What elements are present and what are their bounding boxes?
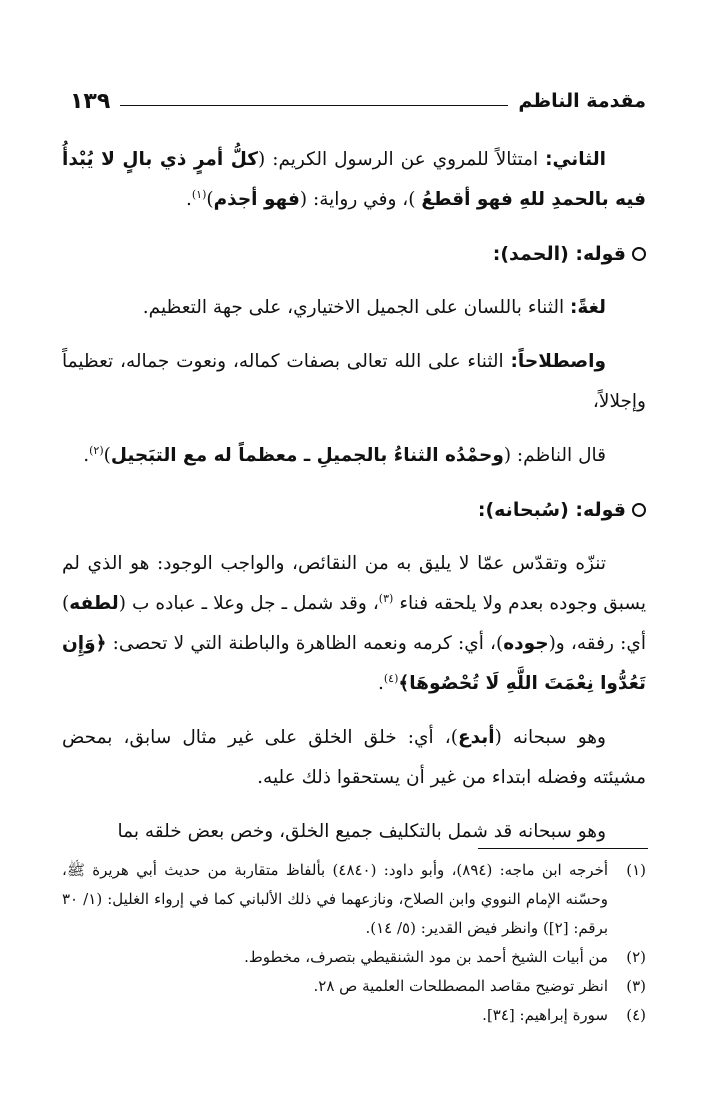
footnote-item (62, 856, 646, 943)
footnote-text: من أبيات الشيخ أحمد بن مود الشنقيطي بتصرف، مخطوط. (244, 948, 608, 966)
footnote-text: أخرجه ابن ماجه: (٨٩٤)، وأبو داود: (٤٨٤٠) بألفاظ متقاربة من حديث أبي هريرة ﷺ، وحسّنه الإمام النووي وابن الصلاح، ونازعهما في ذلك الألباني كما في إرواء الغليل: (١/ ٣٠ برقم: [٢]) وانظر فيض القدير: (٥/ ١٤). (62, 861, 609, 937)
text-run: ، وقد شمل ـ جل وعلا ـ عباده ب ( (118, 593, 379, 614)
paragraph-tanazzuh (62, 544, 646, 704)
section-heading-hamd (62, 234, 646, 274)
footnote-ref: (٣) (378, 591, 394, 605)
text-run: الثناء على الله تعالى بصفات كماله، ونعوت جماله، تعظيماً وإجلالاً، (62, 351, 646, 412)
term-jood: جوده (503, 633, 549, 654)
footnote-ref: (١) (191, 187, 207, 201)
main-text (62, 140, 646, 852)
footnote-item (62, 972, 646, 1001)
text-run: وهو سبحانه ( (494, 727, 606, 748)
paragraph-label: لغةً: (569, 297, 606, 318)
footnote-number: (٢) (626, 948, 646, 966)
footnote-number: (١) (626, 861, 646, 879)
paragraph-label: واصطلاحاً: (510, 351, 606, 372)
footnote-number: (٤) (626, 1006, 646, 1024)
text-run: . (377, 673, 384, 694)
text-run: قال الناظم: ( (503, 445, 606, 466)
text-run: . (83, 445, 90, 466)
term-lutf: لطفه (69, 593, 119, 614)
chapter-title: مقدمة الناظم (518, 90, 646, 112)
paragraph-label: الثاني: (545, 149, 606, 170)
text-run: ) (103, 445, 111, 466)
paragraph-ibda (62, 718, 646, 798)
text-run: . (185, 189, 192, 210)
footnote-item (62, 943, 646, 972)
footnote-separator (478, 848, 648, 849)
heading-text: قوله: (الحمد): (492, 243, 626, 265)
footnote-number: (٣) (626, 977, 646, 995)
paragraph-lugha (62, 288, 646, 328)
paragraph-nazim-quote (62, 436, 646, 476)
text-run: امتثالاً للمروي عن الرسول الكريم: ( (258, 149, 546, 170)
text-run: الثناء باللسان على الجميل الاختياري، على جهة التعظيم. (142, 297, 570, 318)
text-run: )، أي: كرمه ونعمه الظاهرة والباطنة التي لا تحصى: (106, 633, 504, 654)
text-run: تنزّه وتقدّس عمّا لا يليق به من النقائص، والواجب الوجود: هو الذي لم يسبق وجوده بعدم ولا يلحقه فناء (62, 553, 646, 614)
verse-quote: وحمْدُه الثناءُ بالجميلِ ـ معظماً له مع التبَجيل (110, 445, 504, 466)
term-ibda: أبدع (457, 727, 495, 748)
quran-ayah: ﴿وَإِن تَعُدُّوا نِعْمَتَ اللَّهِ لَا تُحْصُوهَا﴾ (62, 633, 646, 694)
footnote-ref: (٢) (89, 443, 104, 457)
paragraph-istilah (62, 342, 646, 422)
footnotes (62, 856, 646, 1030)
section-heading-subhanahu (62, 490, 646, 530)
text-run: )، وفي رواية: ( (299, 189, 422, 210)
riwaya-quote: فهو أجذم (213, 189, 300, 210)
text-run: ) (206, 189, 214, 210)
hadith-quote: كلُّ أمرٍ ذي بالٍ لا يُبْدأُ فيه بالحمدِ للهِ فهو أقطعُ (62, 149, 646, 210)
text-run: ) أي: رفقه، و( (62, 593, 646, 654)
footnote-text: انظر توضيح مقاصد المصطلحات العلمية ص ٢٨. (313, 977, 608, 995)
heading-text: قوله: (سُبحانه): (477, 499, 626, 521)
paragraph-taklif: وهو سبحانه قد شمل بالتكليف جميع الخلق، وخص بعض خلقه بما (117, 821, 606, 842)
paragraph-second-reason (62, 140, 646, 220)
footnote-text: سورة إبراهيم: [٣٤]. (482, 1006, 608, 1024)
circle-bullet-icon (632, 503, 646, 517)
circle-bullet-icon (632, 247, 646, 261)
footnote-ref: (٤) (383, 671, 399, 685)
header-rule (120, 105, 508, 106)
footnote-item (62, 1001, 646, 1030)
page-header (70, 78, 646, 114)
text-run: )، أي: خلق الخلق على غير مثال سابق، بمحض مشيئته وفضله ابتداء من غير أن يستحقوا ذلك عليه. (62, 727, 646, 788)
page-number: ١٣٩ (70, 89, 111, 114)
